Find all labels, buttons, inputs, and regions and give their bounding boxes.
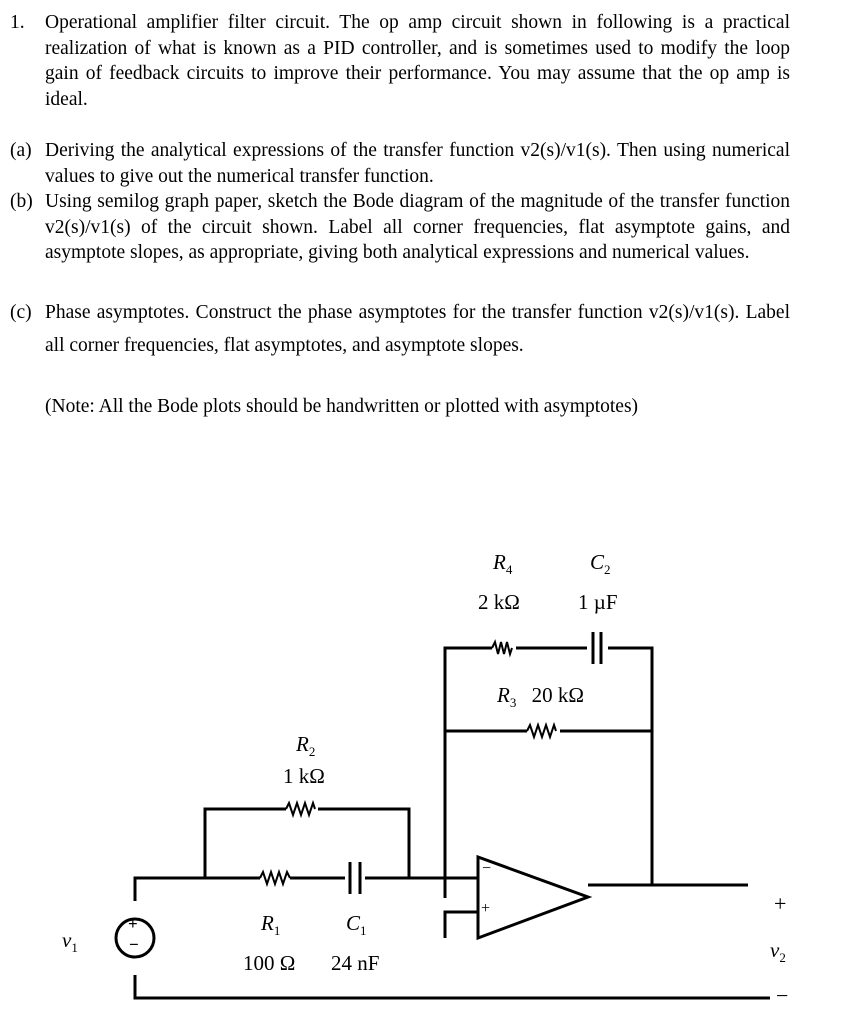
part-a-text: Deriving the analytical expressions of the transfer function v2(s)/v1(s). Then using numerical values to give out the numerical transfer function. [45,140,790,187]
r1-value: 100 Ω [243,951,296,975]
r4-value: 2 kΩ [478,590,520,614]
output-plus-sign: + [774,891,787,916]
part-a-label: (a) [10,140,32,161]
c2-value: 1 µF [578,590,618,614]
problem-text: Operational amplifier filter circuit. The op amp circuit shown in following is a practical realization of what is known as a PID controller, and is sometimes used to modify the loop gain of feedback circuits to improve their performance. You may assume that the op amp is ideal. [45,12,790,110]
c1-label: $C_1$ [346,911,367,939]
c2-label: $C_2$ [590,550,611,578]
r3-label: $R_3$ 20 kΩ [497,683,584,711]
v1-label: $v_1$ [62,928,78,956]
r1-label: $R_1$ [261,911,281,939]
r4-label: $R_4$ [493,550,513,578]
opamp-inverting-sign: − [482,860,492,877]
r3-value: 20 kΩ [531,683,584,707]
r2-value: 1 kΩ [283,764,325,788]
source-minus-sign: − [129,935,139,954]
part-b-text: Using semilog graph paper, sketch the Bode diagram of the magnitude of the transfer function v2(s)/v1(s) of the circuit shown. Label all corner frequencies, flat asymptote gains, and asymptote slopes, as appropriate, giving both analytical expressions and numerical values. [45,191,790,263]
source-plus-sign: + [128,914,138,933]
problem-number: 1. [10,12,25,33]
r2-label: $R_2$ [296,732,316,760]
note: (Note: All the Bode plots should be handwritten or plotted with asymptotes) [45,396,639,417]
v2-label: $v_2$ [770,938,786,966]
part-b-label: (b) [10,191,33,212]
part-c-label: (c) [10,302,32,323]
c1-value: 24 nF [331,951,380,975]
part-c-text: Phase asymptotes. Construct the phase asymptotes for the transfer function v2(s)/v1(s). Label all corner frequencies, flat asymptotes, and asymptote slopes. [45,302,790,356]
opamp-noninverting-sign: + [481,900,491,917]
output-minus-sign: − [776,983,789,1008]
